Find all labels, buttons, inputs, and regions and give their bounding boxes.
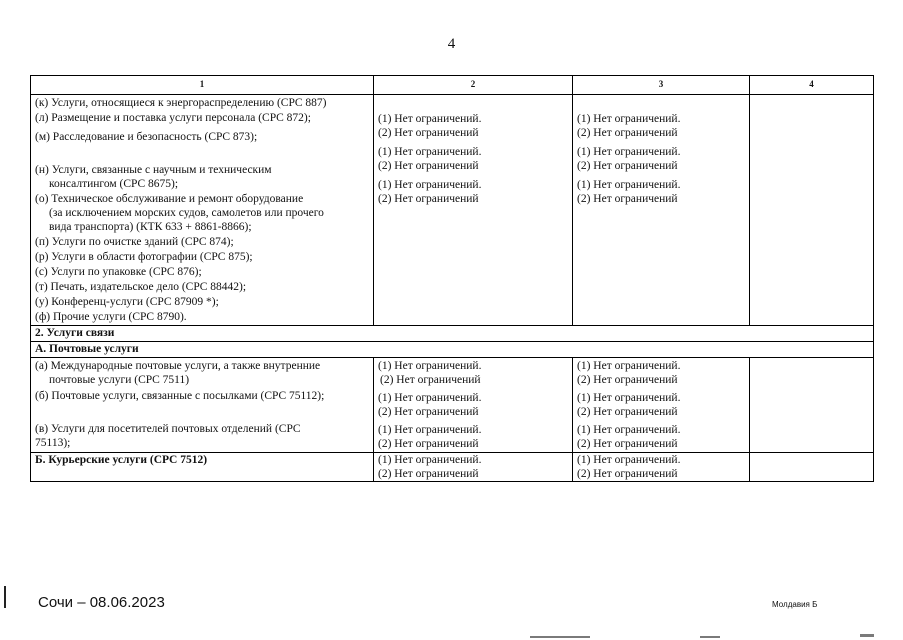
empty-col4-cell <box>750 95 874 326</box>
limitation-text: (1) Нет ограничений. <box>577 392 681 404</box>
service-item: 75113); <box>35 437 71 449</box>
service-item: (а) Международные почтовые услуги, а также внутренние <box>35 360 321 372</box>
service-item: (б) Почтовые услуги, связанные с посылками (CPC 75112); <box>35 390 325 402</box>
list-item: (л) Размещение и поставка услуги персонала (CPC 872); <box>35 112 311 124</box>
service-item: почтовые услуги (CPC 7511) <box>49 374 190 386</box>
list-item: (н) Услуги, связанные с научным и техническим <box>35 164 272 176</box>
table-row <box>31 358 874 453</box>
limitation-text: (2) Нет ограничений <box>577 374 678 386</box>
limitation-text: (2) Нет ограничений <box>378 127 479 139</box>
list-item: (п) Услуги по очистке зданий (CPC 874); <box>35 236 234 248</box>
header-col-4: 4 <box>750 76 874 95</box>
list-item: (т) Печать, издательское дело (CPC 88442); <box>35 281 247 293</box>
limitation-text: (1) Нет ограничений. <box>577 113 681 125</box>
limitation-text: (2) Нет ограничений <box>378 193 479 205</box>
section-title: 2. Услуги связи <box>31 326 874 342</box>
footer-location-date: Сочи – 08.06.2023 <box>38 594 165 611</box>
table-row <box>31 453 874 482</box>
header-col-1: 1 <box>31 76 374 95</box>
list-item: (у) Конференц-услуги (CPC 87909 *); <box>35 296 219 308</box>
services-list-cell <box>31 95 374 326</box>
list-item: (ф) Прочие услуги (CPC 8790). <box>35 311 187 323</box>
subsection-title: А. Почтовые услуги <box>31 342 874 358</box>
list-item: (м) Расследование и безопасность (CPC 873); <box>35 131 258 143</box>
table-header-row <box>31 76 874 95</box>
list-item: вида транспорта) (КТК 633 + 8861-8866); <box>49 221 252 233</box>
limitation-text: (2) Нет ограничений <box>577 127 678 139</box>
list-item: (о) Техническое обслуживание и ремонт оборудование <box>35 193 304 205</box>
limitation-text: (2) Нет ограничений <box>378 406 479 418</box>
limitation-text: (1) Нет ограничений. <box>577 424 681 436</box>
courier-title: Б. Курьерские услуги (CPC 7512) <box>31 453 374 482</box>
footer-country-label: Молдавия Б <box>772 600 818 609</box>
section-row <box>31 342 874 358</box>
limitation-text: (1) Нет ограничений. <box>378 146 482 158</box>
list-item: (р) Услуги в области фотографии (CPC 875); <box>35 251 253 263</box>
header-col-2: 2 <box>374 76 573 95</box>
list-item: (с) Услуги по упаковке (CPC 876); <box>35 266 202 278</box>
header-col-3: 3 <box>573 76 750 95</box>
limitation-text: (2) Нет ограничений <box>577 406 678 418</box>
limitation-text: (1) Нет ограничений. <box>577 146 681 158</box>
scan-edge-mark <box>4 586 6 608</box>
limitation-text: (2) Нет ограничений <box>577 438 678 450</box>
limitations-col3-cell <box>573 95 750 326</box>
limitation-text: (1) Нет ограничений. <box>577 360 681 372</box>
service-item: (в) Услуги для посетителей почтовых отделений (CPC <box>35 423 301 435</box>
limitation-text: (2) Нет ограничений <box>378 160 479 172</box>
table-row <box>31 95 874 326</box>
page-number: 4 <box>447 36 456 52</box>
limitation-text: (1) Нет ограничений. <box>577 454 681 466</box>
limitation-text: (1) Нет ограничений. <box>577 179 681 191</box>
limitation-text: (1) Нет ограничений. <box>378 392 482 404</box>
limitation-text: (1) Нет ограничений. <box>378 113 482 125</box>
commitments-table <box>30 75 874 482</box>
limitation-text: (2) Нет ограничений <box>378 468 479 480</box>
limitation-text: (2) Нет ограничений <box>577 160 678 172</box>
list-item: (к) Услуги, относящиеся к энергораспределению (CPC 887) <box>35 97 327 109</box>
section-row <box>31 326 874 342</box>
scan-artifact <box>530 636 590 638</box>
limitation-text: (1) Нет ограничений. <box>378 454 482 466</box>
limitation-text: (2) Нет ограничений <box>577 468 678 480</box>
limitation-text: (2) Нет ограничений <box>380 374 481 386</box>
list-item: (за исключением морских судов, самолетов или прочего <box>49 207 324 219</box>
limitation-text: (1) Нет ограничений. <box>378 360 482 372</box>
limitation-text: (1) Нет ограничений. <box>378 179 482 191</box>
limitation-text: (1) Нет ограничений. <box>378 424 482 436</box>
list-item: консалтингом (CPC 8675); <box>49 178 179 190</box>
limitations-col2-cell <box>374 95 573 326</box>
scan-artifact <box>700 636 720 638</box>
limitation-text: (2) Нет ограничений <box>378 438 479 450</box>
scan-artifact <box>860 634 874 637</box>
limitation-text: (2) Нет ограничений <box>577 193 678 205</box>
